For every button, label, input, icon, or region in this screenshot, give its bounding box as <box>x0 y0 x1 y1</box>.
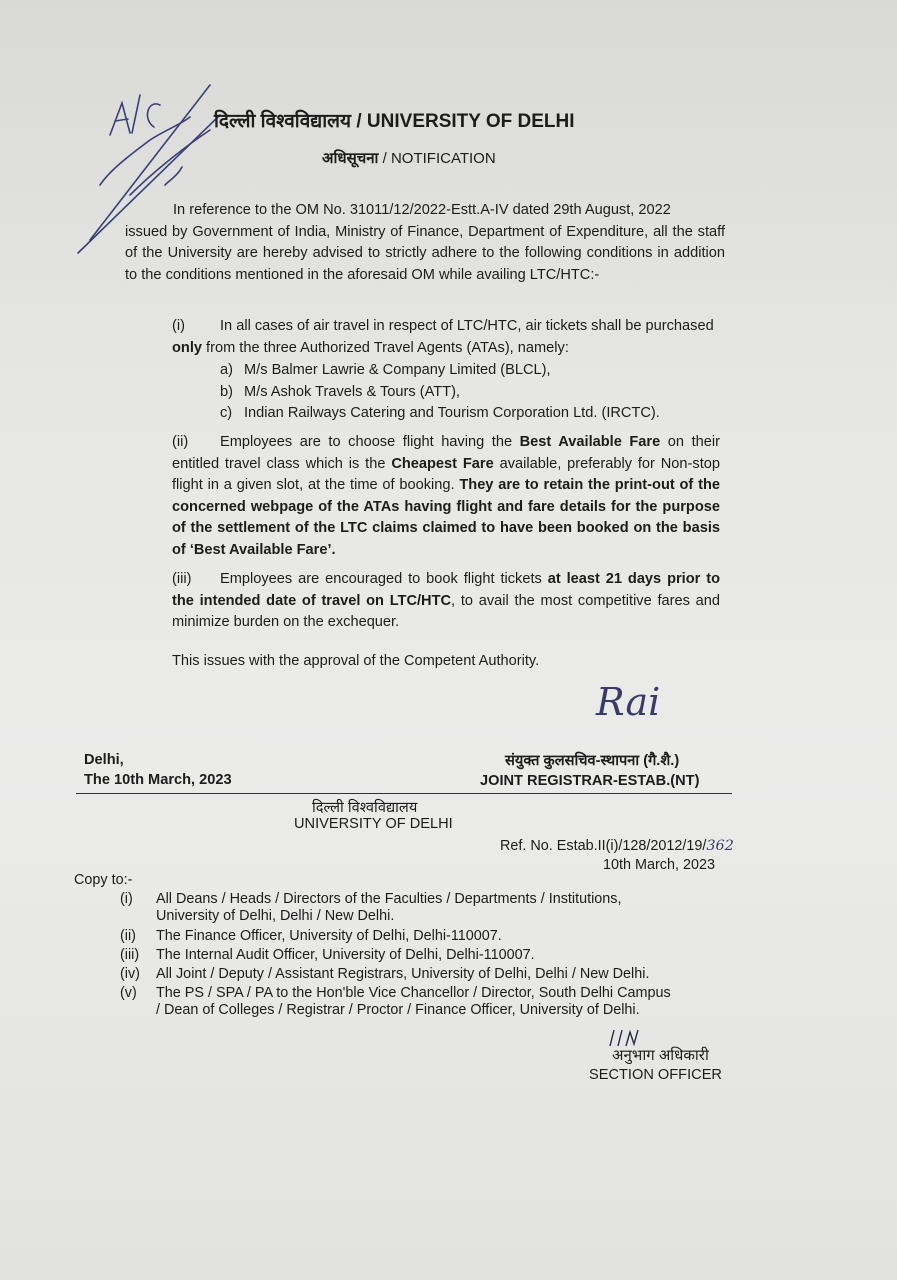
condition-item-1 <box>172 316 720 359</box>
item-text: In all cases of air travel in respect of LTC/HTC, air tickets shall be purchased <box>220 318 714 334</box>
signatory-hindi: संयुक्त कुलसचिव-स्थापना (गै.शै.) <box>505 753 680 769</box>
copy-item <box>120 966 649 983</box>
travel-agent-b <box>220 384 460 400</box>
divider-line <box>76 793 732 794</box>
sub-letter: c) <box>220 405 233 421</box>
copy-num: (iii) <box>120 947 140 963</box>
copy-line: All Deans / Heads / Directors of the Faculties / Departments / Institutions, <box>156 891 622 907</box>
sub-text: Indian Railways Catering and Tourism Corporation Ltd. (IRCTC). <box>244 405 660 421</box>
section-officer-hindi: अनुभाग अधिकारी <box>612 1047 709 1064</box>
signatory-en: JOINT REGISTRAR-ESTAB.(NT) <box>480 773 700 789</box>
copy-line: The Internal Audit Officer, University of Delhi, Delhi-110007. <box>156 947 535 963</box>
notification-en: NOTIFICATION <box>390 150 496 167</box>
sub-text: M/s Balmer Lawrie & Company Limited (BLCL), <box>244 362 551 378</box>
item-text: on their entitled travel class which is the <box>172 434 720 472</box>
university-title <box>214 107 575 133</box>
condition-item-3 <box>172 569 720 634</box>
copy-item <box>120 947 535 964</box>
item-bold: Cheapest Fare <box>391 455 494 472</box>
copy-num: (v) <box>120 985 137 1001</box>
place: Delhi, <box>84 752 124 768</box>
condition-item-2 <box>172 432 720 561</box>
intro-line1: In reference to the OM No. 31011/12/2022-Estt.A-IV dated 29th August, 2022 <box>173 202 671 218</box>
travel-agent-a <box>220 362 551 378</box>
copy-line: University of Delhi, Delhi / New Delhi. <box>156 908 395 924</box>
ref-no-text: Ref. No. Estab.II(i)/128/2012/19/ <box>500 838 707 854</box>
notification-separator: / <box>378 150 391 167</box>
intro-paragraph <box>125 200 725 286</box>
item-text: available, preferably for Non-stop flight in a given slot, at the time of booking. <box>172 455 720 493</box>
copy-item <box>120 985 671 1019</box>
reference-date: 10th March, 2023 <box>603 857 715 873</box>
notification-hindi: अधिसूचना <box>322 150 379 167</box>
copy-item <box>120 891 622 925</box>
item-bold: at least 21 days prior to the intended date of travel on LTC/HTC <box>172 571 720 609</box>
item-bold: They are to retain the print-out of the concerned webpage of the ATAs having flight and fare details for the purpose of the settlement of the LTC claims claimed to have been booked on the basis of ‘Best Available Fare’. <box>172 477 720 558</box>
copy-line: / Dean of Colleges / Registrar / Proctor / Finance Officer, University of Delhi. <box>156 1002 640 1018</box>
item-text: , to avail the most competitive fares and minimize burden on the exchequer. <box>172 592 720 630</box>
item-text: Employees are to choose flight having the <box>220 434 520 450</box>
copy-num: (iv) <box>120 966 140 982</box>
notification-heading <box>322 148 496 168</box>
copy-num: (ii) <box>120 928 136 944</box>
section-officer-en: SECTION OFFICER <box>589 1067 722 1083</box>
university-title-en: UNIVERSITY OF DELHI <box>366 111 575 132</box>
copy-line: The Finance Officer, University of Delhi, Delhi-110007. <box>156 928 502 944</box>
signature-text: Rai <box>596 680 661 724</box>
item-text: from the three Authorized Travel Agents (ATAs), namely: <box>202 339 569 356</box>
approval-line: This issues with the approval of the Competent Authority. <box>172 653 540 669</box>
date: The 10th March, 2023 <box>84 772 232 788</box>
office-hindi: दिल्ली विश्वविद्यालय <box>312 800 418 816</box>
copy-line: The PS / SPA / PA to the Hon'ble Vice Chancellor / Director, South Delhi Campus <box>156 985 671 1001</box>
university-title-hindi: दिल्ली विश्वविद्यालय <box>214 111 352 132</box>
sub-letter: b) <box>220 384 233 400</box>
ref-no-handwritten: 362 <box>706 838 734 854</box>
office-en: UNIVERSITY OF DELHI <box>294 816 453 832</box>
item-number: (i) <box>172 318 185 334</box>
item-bold: Best Available Fare <box>519 434 661 450</box>
travel-agent-c <box>220 405 660 421</box>
item-number: (ii) <box>172 434 189 450</box>
sub-letter: a) <box>220 362 233 378</box>
item-text: Employees are encouraged to book flight tickets <box>220 571 548 587</box>
reference-number <box>500 838 734 854</box>
title-separator: / <box>351 111 367 132</box>
item-bold: only <box>172 339 202 356</box>
copy-item <box>120 928 502 945</box>
copy-to-heading: Copy to:- <box>74 872 133 888</box>
intro-rest: issued by Government of India, Ministry of Finance, Department of Expenditure, all the staff of the University are hereby advised to strictly adhere to the following conditions in addition to the conditions mentioned in the aforesaid OM while availing LTC/HTC:- <box>125 223 725 283</box>
signature <box>596 680 660 724</box>
copy-num: (i) <box>120 891 133 907</box>
copy-line: All Joint / Deputy / Assistant Registrars, University of Delhi, Delhi / New Delhi. <box>156 966 650 982</box>
sub-text: M/s Ashok Travels & Tours (ATT), <box>244 384 460 400</box>
item-number: (iii) <box>172 571 192 587</box>
